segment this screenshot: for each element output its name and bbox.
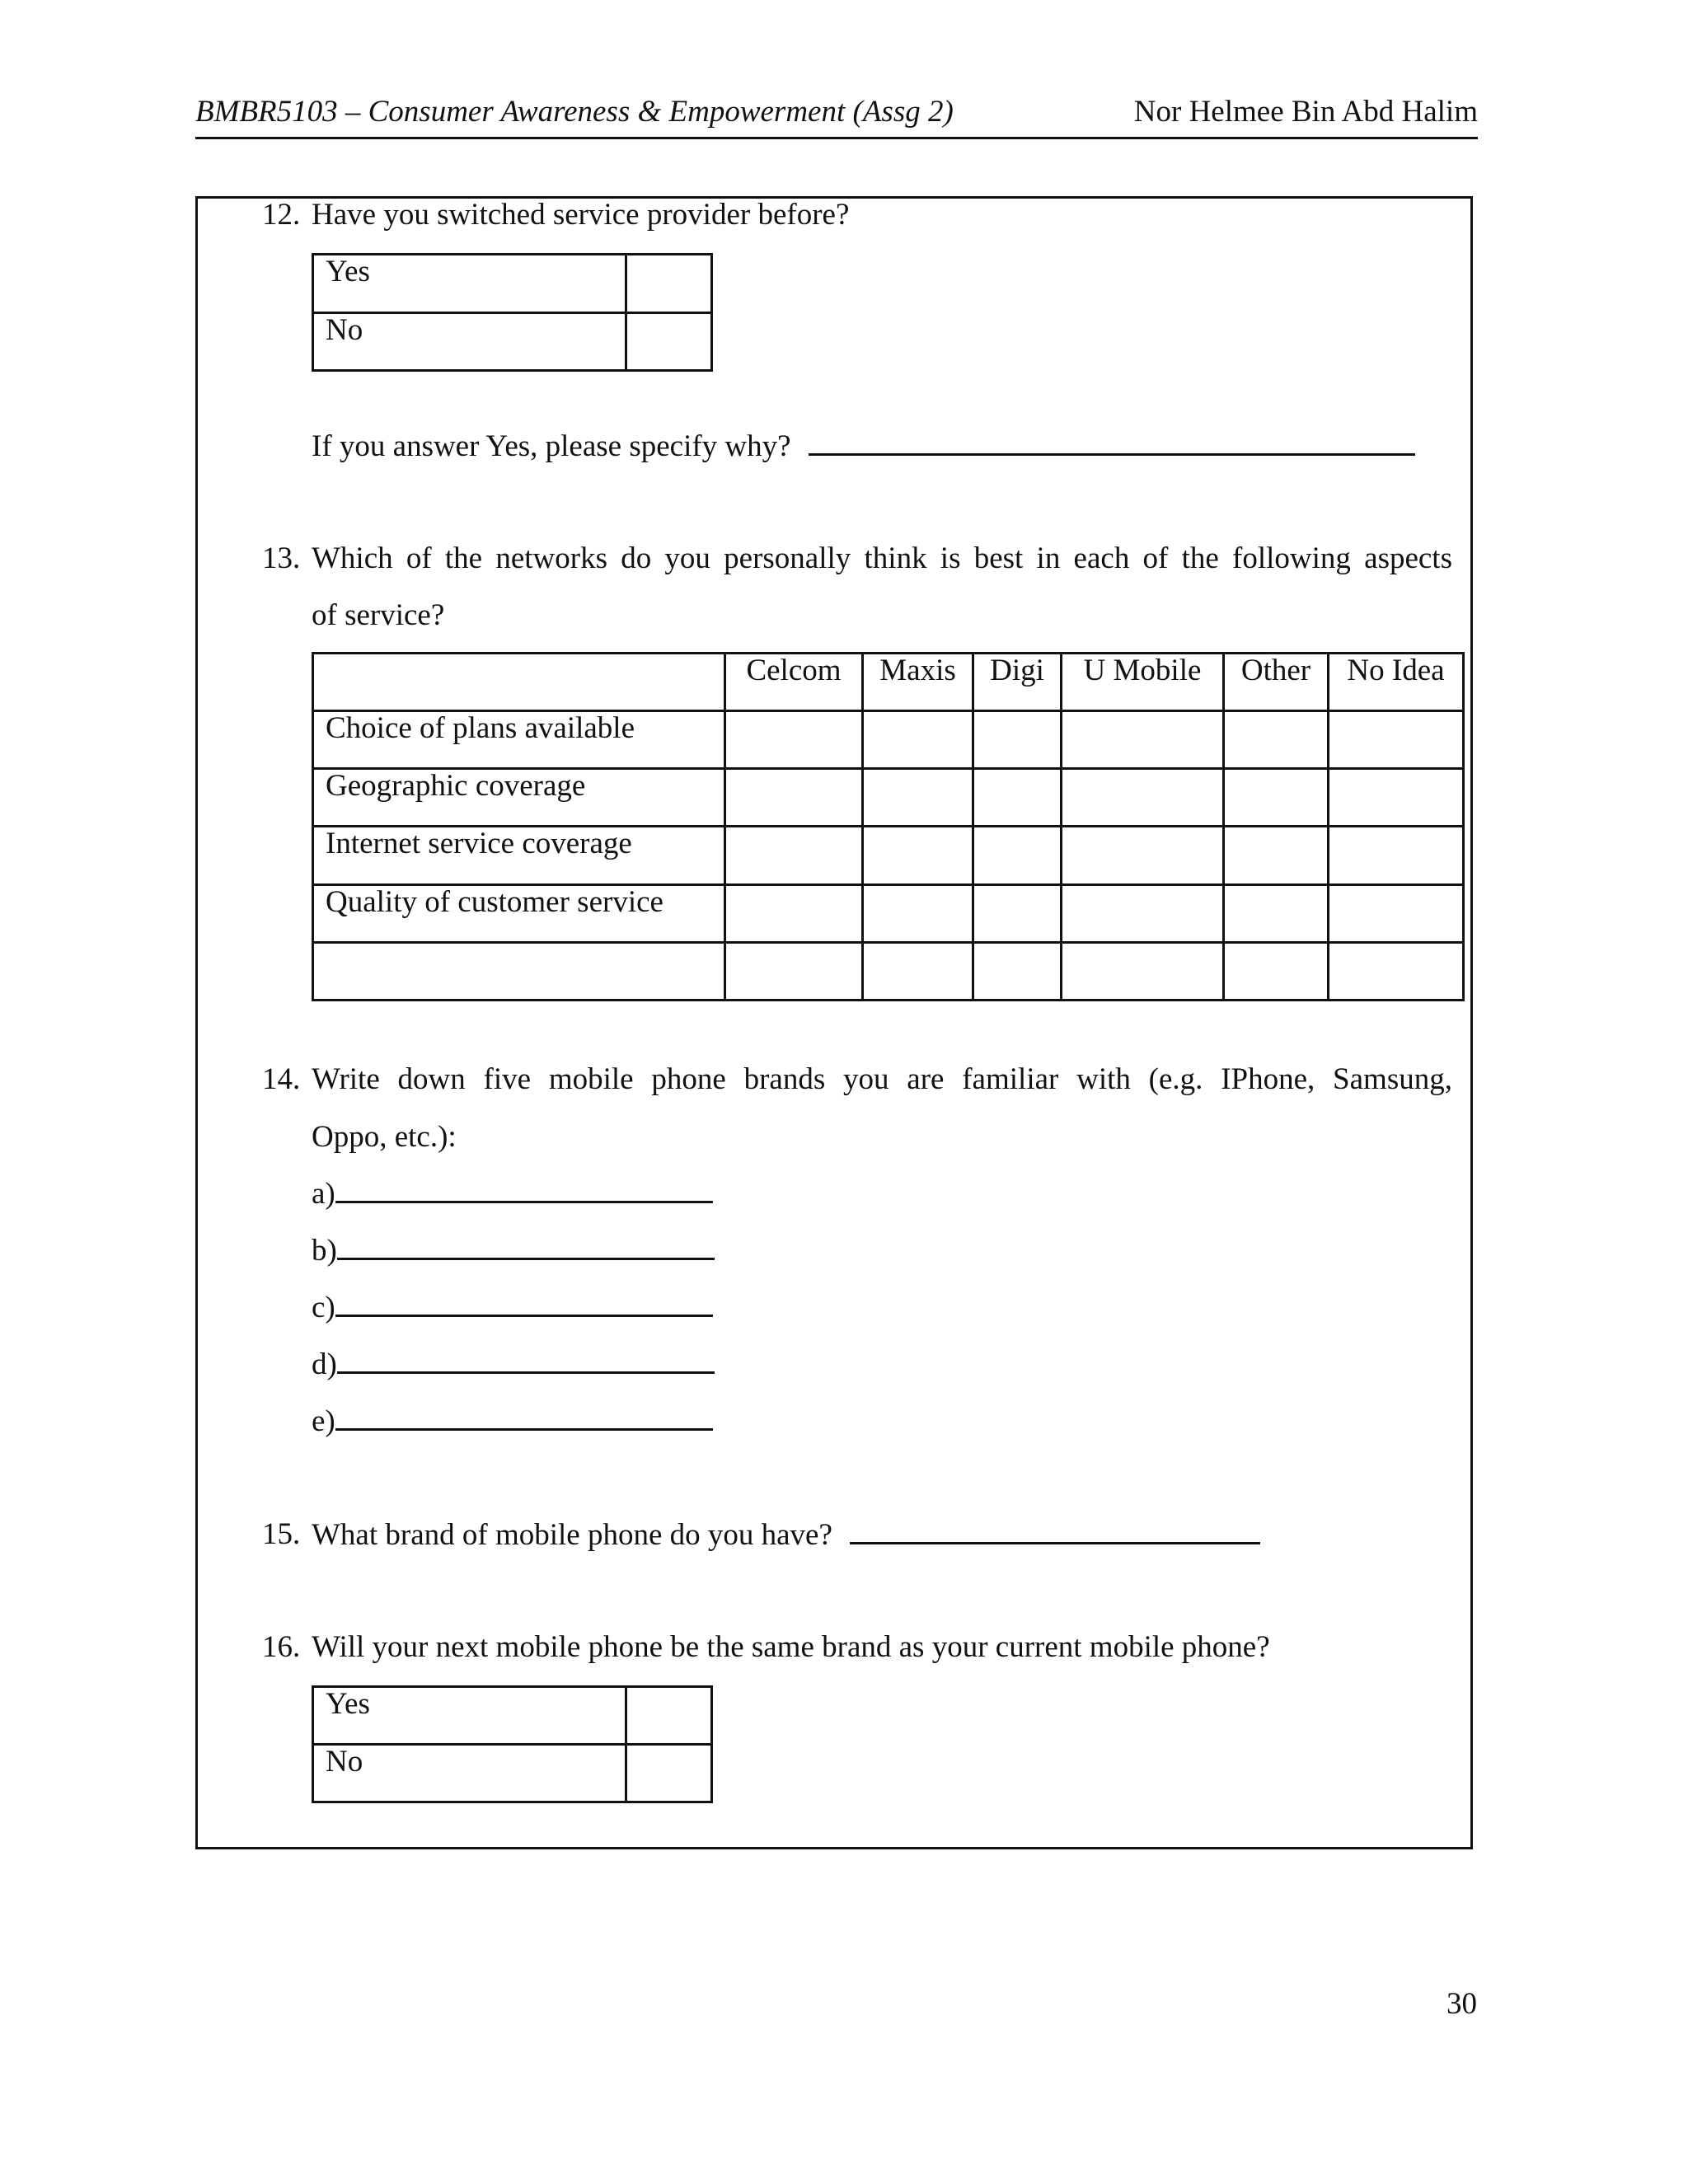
q16-number: 16. xyxy=(262,1630,301,1664)
q13-answer-cell[interactable] xyxy=(863,711,973,769)
q14-item-e xyxy=(312,1402,713,1441)
q13-col-other: Other xyxy=(1224,654,1329,711)
q15-question xyxy=(312,1516,1260,1554)
q13-row-label[interactable] xyxy=(313,943,725,1001)
q13-answer-cell[interactable] xyxy=(1224,885,1329,943)
q13-answer-cell[interactable] xyxy=(1329,943,1464,1001)
q13-answer-cell[interactable] xyxy=(1062,827,1224,885)
q13-col-digi: Digi xyxy=(973,654,1062,711)
q14-question-line1: Write down five mobile phone brands you are familiar with (e.g. IPhone, Samsung, xyxy=(312,1062,1452,1096)
q13-answer-cell[interactable] xyxy=(1224,711,1329,769)
q14-answer-line[interactable] xyxy=(337,1231,715,1260)
q13-answer-cell[interactable] xyxy=(1224,943,1329,1001)
q14-question-line2: Oppo, etc.): xyxy=(312,1120,457,1154)
q13-answer-cell[interactable] xyxy=(725,827,863,885)
q12-option-yes-checkbox[interactable] xyxy=(626,255,712,313)
table-row xyxy=(313,827,1464,885)
q12-option-no-label: No xyxy=(313,313,626,371)
q13-network-table xyxy=(312,652,1465,1001)
q13-corner-cell xyxy=(313,654,725,711)
q12-followup xyxy=(312,427,1415,466)
q13-row-label: Geographic coverage xyxy=(313,769,725,827)
q12-option-yes-label: Yes xyxy=(313,255,626,313)
q13-answer-cell[interactable] xyxy=(863,827,973,885)
q15-answer-line[interactable] xyxy=(850,1516,1260,1544)
q13-row-label: Choice of plans available xyxy=(313,711,725,769)
q13-answer-cell[interactable] xyxy=(1062,769,1224,827)
q14-item-label: b) xyxy=(312,1234,337,1268)
q13-answer-cell[interactable] xyxy=(973,711,1062,769)
q13-answer-cell[interactable] xyxy=(725,769,863,827)
q12-option-no-checkbox[interactable] xyxy=(626,313,712,371)
q13-answer-cell[interactable] xyxy=(973,769,1062,827)
q13-answer-cell[interactable] xyxy=(1329,827,1464,885)
q15-number: 15. xyxy=(262,1517,301,1551)
table-row xyxy=(313,943,1464,1001)
q13-row-label: Quality of customer service xyxy=(313,885,725,943)
q13-answer-cell[interactable] xyxy=(1062,943,1224,1001)
q13-answer-cell[interactable] xyxy=(725,711,863,769)
q12-followup-answer-line[interactable] xyxy=(809,427,1415,456)
q13-col-umobile: U Mobile xyxy=(1062,654,1224,711)
q14-item-label: d) xyxy=(312,1347,337,1381)
q14-item-label: c) xyxy=(312,1291,335,1324)
q14-number: 14. xyxy=(262,1062,301,1096)
page-number: 30 xyxy=(1447,1987,1477,2021)
q14-answer-line[interactable] xyxy=(335,1288,713,1317)
q16-option-no-checkbox[interactable] xyxy=(626,1745,712,1802)
q13-col-noidea: No Idea xyxy=(1329,654,1464,711)
q12-options-table xyxy=(312,253,713,372)
q13-answer-cell[interactable] xyxy=(1062,885,1224,943)
table-row xyxy=(313,711,1464,769)
header-course-title: BMBR5103 – Consumer Awareness & Empowerment (Assg 2) xyxy=(195,95,954,129)
q12-number: 12. xyxy=(262,198,301,232)
q13-answer-cell[interactable] xyxy=(1224,827,1329,885)
q13-answer-cell[interactable] xyxy=(1329,885,1464,943)
table-row xyxy=(313,769,1464,827)
q13-row-label: Internet service coverage xyxy=(313,827,725,885)
q14-answer-line[interactable] xyxy=(337,1345,715,1374)
q13-number: 13. xyxy=(262,541,301,575)
q13-answer-cell[interactable] xyxy=(863,885,973,943)
q16-option-no-label: No xyxy=(313,1745,626,1802)
q13-answer-cell[interactable] xyxy=(973,943,1062,1001)
q13-answer-cell[interactable] xyxy=(725,943,863,1001)
q13-col-maxis: Maxis xyxy=(863,654,973,711)
q14-item-c xyxy=(312,1288,713,1327)
q16-option-yes-checkbox[interactable] xyxy=(626,1687,712,1745)
q14-item-d xyxy=(312,1345,715,1384)
q13-question-line2: of service? xyxy=(312,598,445,632)
q13-answer-cell[interactable] xyxy=(973,827,1062,885)
q13-answer-cell[interactable] xyxy=(863,943,973,1001)
q15-question-label: What brand of mobile phone do you have? xyxy=(312,1518,832,1552)
q13-answer-cell[interactable] xyxy=(1224,769,1329,827)
q13-answer-cell[interactable] xyxy=(1062,711,1224,769)
q14-item-label: a) xyxy=(312,1177,335,1211)
q13-answer-cell[interactable] xyxy=(973,885,1062,943)
q14-item-label: e) xyxy=(312,1404,335,1438)
q13-answer-cell[interactable] xyxy=(1329,769,1464,827)
q14-answer-line[interactable] xyxy=(335,1402,713,1431)
q14-item-a xyxy=(312,1174,713,1213)
header-rule xyxy=(195,137,1478,139)
q14-answer-line[interactable] xyxy=(335,1174,713,1203)
q13-answer-cell[interactable] xyxy=(1329,711,1464,769)
q12-question: Have you switched service provider before? xyxy=(312,198,850,232)
q12-followup-label: If you answer Yes, please specify why? xyxy=(312,429,791,463)
q13-answer-cell[interactable] xyxy=(725,885,863,943)
q13-answer-cell[interactable] xyxy=(863,769,973,827)
q16-option-yes-label: Yes xyxy=(313,1687,626,1745)
q16-options-table xyxy=(312,1685,713,1803)
q13-question-line1: Which of the networks do you personally think is best in each of the following aspects xyxy=(312,541,1452,575)
table-row xyxy=(313,885,1464,943)
header-author: Nor Helmee Bin Abd Halim xyxy=(1133,95,1478,129)
q14-item-b xyxy=(312,1231,715,1270)
q13-col-celcom: Celcom xyxy=(725,654,863,711)
q16-question: Will your next mobile phone be the same brand as your current mobile phone? xyxy=(312,1630,1270,1664)
